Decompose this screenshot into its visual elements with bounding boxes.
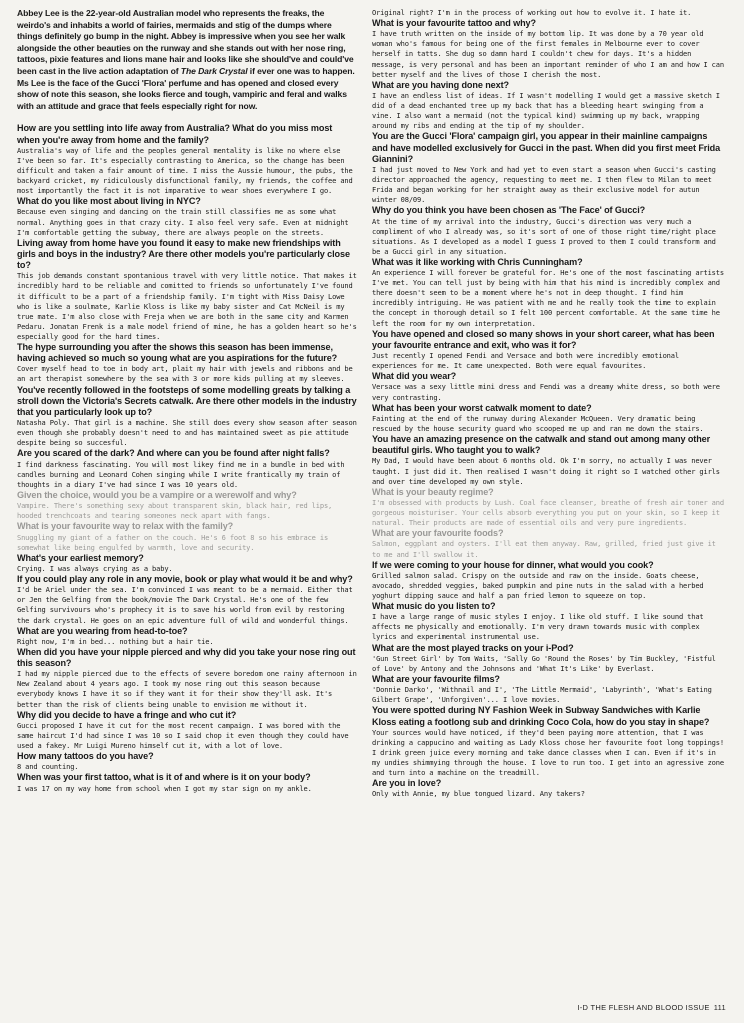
qa-item xyxy=(17,574,357,626)
qa-item xyxy=(372,131,724,205)
qa-item xyxy=(17,123,357,196)
qa-item xyxy=(372,371,724,402)
qa-item xyxy=(372,560,724,601)
qa-item xyxy=(372,601,724,642)
question: When did you have your nipple pierced and why did you take your nose ring out this season? xyxy=(17,646,356,669)
answer: Gucci proposed I have it cut for the most recent campaign. I was bored with the same haircut I'd had since I was 10 so I said chop it even though they could have used a fakey. Mr Luigi Mureno himself cut it, with a lot of love. xyxy=(17,720,349,751)
right-column xyxy=(372,8,724,800)
question: If we were coming to your house for dinner, what would you cook? xyxy=(372,559,654,570)
question: What has been your worst catwalk moment to date? xyxy=(372,402,592,413)
answer: Right now, I'm in bed... nothing but a hair tie. xyxy=(17,636,214,646)
answer: An experience I will forever be grateful for. He's one of the most fascinating artists I've met. You can tell just by being with him that his mind is incredibly complex and there doesn't seem to be a moment where he's not in deep thought. I find him incredibly intriguing. He was patient with me and he really took the time to explain the concept in thorough detail so I felt 100 percent comfortable. At the same time he left the room for my own interpretation. xyxy=(372,268,724,328)
qa-item xyxy=(17,772,357,793)
answer: I was 17 on my way home from school when I got my star sign on my ankle. xyxy=(17,783,312,793)
question: Why did you decide to have a fringe and who cut it? xyxy=(17,709,237,720)
question: What are your favourite films? xyxy=(372,673,500,684)
question: You've recently followed in the footsteps of some modelling greats by talking a stroll down the Victoria's Secrets catwalk. Are there other models in the industry that you particularly look up to? xyxy=(17,384,357,417)
intro-paragraph xyxy=(17,8,357,112)
question: Living away from home have you found it easy to make new friendships with girls and boys in the industry? Are there other models you're particularly close to? xyxy=(17,237,350,271)
answer: I had just moved to New York and had yet to even start a season when Gucci's casting director approached the agency, requesting to meet me. I then flew to Milan to meet Frida and began working for her straight away as their exclusive model for autun winter 08/09. xyxy=(372,164,716,205)
question: You were spotted during NY Fashion Week in Subway Sandwiches with Karlie Kloss eating a footlong sub and drinking Coco Cola, how do you stay in shape? xyxy=(372,705,710,727)
intro-text-before: Abbey Lee is the 22-year-old Australian model who represents the freaks, the weirdo's and inhabits a world of fairies, mermaids and stig of the dumps where things definitely go bump in the night. Abbey is impressive when you see her walk alongside the other beauties on the runway and she stands out with her nose ring, tattoos, pixie features and lions mane hair and looks like she should've and could've been cast in the live action adaptation of xyxy=(17,8,354,76)
magazine-issue-name: I-D THE FLESH AND BLOOD ISSUE xyxy=(577,1003,710,1012)
qa-item xyxy=(372,643,724,674)
answer: 8 and counting. xyxy=(17,762,79,772)
answer: Australia's way of life and the peoples general mentality is like no where else I've been so far. It's especially contrasting to America, so the change has been difficult and taken a fair amount of time. I miss the Aussie humour, the pubs, the backyard cricket, my ridiculously disfunctional family, my friends, the coffee and most importantly the fact it is not imparative to wear shoes everywhere I go. xyxy=(17,145,353,196)
qa-item xyxy=(372,18,724,80)
question: How many tattoos do you have? xyxy=(17,751,154,762)
question: Are you scared of the dark? And where can you be found after night falls? xyxy=(17,448,330,459)
answer: Cover myself head to toe in body art, plait my hair with jewels and ribbons and be an art therapist somewhere by the sea with 3 or more kids pulling at my sleeves. xyxy=(17,364,353,384)
question: What is your favourite tattoo and why? xyxy=(372,18,536,29)
qa-item xyxy=(17,238,357,342)
question: What do you like most about living in NYC? xyxy=(17,196,201,207)
question: What are your favourite foods? xyxy=(372,528,504,539)
answer: Natasha Poly. That girl is a machine. She still does every show season after season even though she probably doesn't need to and has maintained sweet as pie attitude despite being so succesful. xyxy=(17,418,357,448)
page-folio xyxy=(573,1003,726,1012)
qa-item xyxy=(17,647,357,710)
qa-item xyxy=(372,80,724,132)
continued-answer: Original right? I'm in the process of working out how to evolve it. I hate it. xyxy=(372,8,692,17)
answer: Grilled salmon salad. Crispy on the outside and raw on the inside. Goats cheese, avocado, shredded veggies, baked pumpkin and pine nuts in the salad with a herbed yoghurt dipping sauce and half a pan fried lemon to squeeze on top. xyxy=(372,570,704,600)
question: What music do you listen to? xyxy=(372,601,496,612)
question: Given the choice, would you be a vampire or a werewolf and why? xyxy=(17,489,297,500)
qa-item xyxy=(17,385,357,449)
answer: I have truth written on the inside of my bottom lip. It was done by a 70 year old woman who's famous for being one of the first females in Melbourne ever to cover herself in tatts. She dug so damn hard I couldn't chew for days. It's a hidden message, is very personal and has been an important reminder of who I am and how I can better myself and the lives of those I cherish the most. xyxy=(372,29,724,79)
question: You have opened and closed so many shows in your short career, what has been your favourite entrance and exit, who was it for? xyxy=(372,328,715,350)
answer: This job demands constant spontanious travel with very little notice. That makes it incredibly hard to be reliable and comitted to friends so unfortunately I've found it difficult to be a part of a friendship family. I'm tight with Miss Daisy Lowe who is like a soulmate, Karlie Kloss is like my baby sister and Cat McNeil is my true mate. I'm also close with Freja when we are both in the same city and Karmen Pedaru. Jonatan Frenk is a male model friend of mine, he has a golden heart so he's especially good for the hard times. xyxy=(17,271,357,341)
answer: 'Donnie Darko', 'Withnail and I', 'The Little Mermaid', 'Labyrinth', 'What's Eating Gilbert Grape', 'Unforgiven'... I love movies. xyxy=(372,685,712,705)
question: What are you wearing from head-to-toe? xyxy=(17,625,188,636)
qa-item xyxy=(17,553,357,574)
qa-item-faded xyxy=(372,528,724,559)
question: You are the Gucci 'Flora' campaign girl, you appear in their mainline campaigns and have modelled exclusively for Gucci in the past. When did you first meet Frida Giannini? xyxy=(372,131,721,164)
qa-item xyxy=(372,403,724,434)
question: What did you wear? xyxy=(372,371,457,382)
question: What are you having done next? xyxy=(372,79,509,90)
question: The hype surrounding you after the shows this season has been immense, having achieved so much so young what are you aspirations for the future? xyxy=(17,341,338,364)
qa-item-faded xyxy=(17,490,357,521)
qa-item-faded xyxy=(372,487,724,528)
qa-item xyxy=(17,626,357,647)
question: If you could play any role in any movie, book or play what would it be and why? xyxy=(17,574,353,585)
answer: Your sources would have noticed, if they'd been paying more attention, that I was drinking a cappucino and waiting as Lady Kloss chose her favourite foot long toppings! I drink green juice every morning and take dance classes when I can. Even if it's in my undies shimmying through the house. I love to run too. I get into an agressive zone and turn into a machine on the treadmill. xyxy=(372,727,724,778)
qa-item-faded xyxy=(17,521,357,552)
question: What's your earliest memory? xyxy=(17,552,144,563)
answer: Fainting at the end of the runway during Alexander McQueen. Very dramatic being rescued by the house security guard who scooped me up and ran me down the stairs. xyxy=(372,413,704,433)
qa-item xyxy=(372,205,724,257)
qa-item xyxy=(372,674,724,705)
qa-item xyxy=(372,257,724,329)
question: You have an amazing presence on the catwalk and stand out among many other beautiful girls. Who taught you to walk? xyxy=(372,434,711,456)
answer: Versace was a sexy little mini dress and Fendi was a dreamy white dress, so both were very contrasting. xyxy=(372,382,720,402)
intro-text-after: if ever one was to happen. Ms Lee is the face of the Gucci 'Flora' perfume and has opened and closed every show of note this season, she looks fierce and tough, vampiric and feral and walks with an attitude and grace that feels especially right for now. xyxy=(17,65,355,111)
qa-item xyxy=(17,751,357,772)
question: What was it like working with Chris Cunningham? xyxy=(372,256,583,267)
answer: I'd be Ariel under the sea. I'm convinced I was meant to be a mermaid. Either that or Jen the Gelfing from the book/movie The Dark Crystal. He's one of the few Gelfing survivours who's prophecy it is to save his world from evil by restoring the dark crystal. He goes on an epic adventure full of wild and wonderful things. xyxy=(17,585,353,625)
question: Are you in love? xyxy=(372,778,442,789)
question: What are the most played tracks on your i-Pod? xyxy=(372,642,574,653)
answer: Vampire. There's something sexy about transparent skin, black hair, red lips, hooded trenchcoats and tearing someones neck apart with fangs. xyxy=(17,501,333,521)
answer: Only with Annie, my blue tongued lizard. Any takers? xyxy=(372,789,585,799)
answer: At the time of my arrival into the industry, Gucci's direction was very much a compliment of who I already was, so it's sort of one of those right time/right place situations. As I developed as a model I guess I proved to them I could transform and be a Gucci girl in any situation. xyxy=(372,216,716,256)
left-column xyxy=(17,8,357,794)
answer: Because even singing and dancing on the train still classifies me as some what normal. Anything goes in that crazy city. I also feel very safe. Even at midnight I'm comfortable getting the subway, there are always people on the streets. xyxy=(17,207,349,237)
answer: I have an endless list of ideas. If I wasn't modelling I would get a massive sketch I did of a dead enchanted tree up my back that has a bleeding heart swinging from a vine. I also want a mermaid (not the typical kind) swimming up my back, wrapping around my ribs and ending at the tip of my shoulder. xyxy=(372,90,720,131)
answer: Crying. I was always crying as a baby. xyxy=(17,563,173,573)
question: How are you settling into life away from Australia? What do you miss most when you're away from home and the family? xyxy=(17,123,333,145)
qa-item xyxy=(17,196,357,237)
answer: 'Gun Street Girl' by Tom Waits, 'Sally Go 'Round the Roses' by Tim Buckley, 'Fistful of Love' by Antony and the Johnsons and 'What It's Like' by Everlast. xyxy=(372,653,716,673)
qa-item xyxy=(17,710,357,751)
answer: Just recently I opened Fendi and Versace and both were incredibly emotional experiences for me. It came unexpected. Both were equal favourites. xyxy=(372,351,679,371)
question: Why do you think you have been chosen as 'The Face' of Gucci? xyxy=(372,205,646,216)
qa-item xyxy=(372,778,724,799)
question: When was your first tattoo, what is it of and where is it on your body? xyxy=(17,772,311,783)
qa-item xyxy=(372,705,724,778)
answer: I had my nipple pierced due to the effects of severe boredom one rainy afternoon in New Zealand about 4 years ago. I took my nose ring out this season because everybody knows I have it so if they want it for their show they'll ask. It's better than the risk of clients being unable to envision me without it. xyxy=(17,669,357,709)
answer: I'm obsessed with products by Lush. Coal face cleanser, breathe of fresh air toner and gorgeous moisturiser. Your cells absorb everything you put on your skin, so I keep it natural. Their products are made of essential oils and very pure ingredients. xyxy=(372,497,724,528)
page-number: 111 xyxy=(713,1003,726,1012)
answer: My Dad, I would have been about 6 months old. Ok I'm sorry, no actually I was never taught. I just did it. Then realised I wasn't doing it right so I watched other girls and over time developed my own style. xyxy=(372,456,720,486)
answer: I find darkness fascinating. You will most likey find me in a bundle in bed with candles burning and Leonard Cohen singing while I write frantically my train of thoughts in a diary I've had since I was 10 years old. xyxy=(17,459,345,489)
qa-item xyxy=(17,448,357,489)
qa-item xyxy=(17,342,357,385)
question: What is your favourite way to relax with the family? xyxy=(17,521,234,532)
qa-item xyxy=(372,329,724,372)
intro-film-title: The Dark Crystal xyxy=(180,65,248,76)
answer: Snuggling my giant of a father on the couch. He's 6 foot 8 so his embrace is somewhat like being engulfed by warmth, love and security. xyxy=(17,532,329,552)
qa-item xyxy=(372,434,724,487)
answer: Salmon, eggplant and oysters. I'll eat them anyway. Raw, grilled, fried just give it to me and I'll swallow it. xyxy=(372,539,716,559)
answer: I have a large range of music styles I enjoy. I like old stuff. I like sound that affects me physically and emotionally. I'm very drawn towards music with complex lyrics and experimental instrumental use. xyxy=(372,612,704,642)
question: What is your beauty regime? xyxy=(372,486,494,497)
